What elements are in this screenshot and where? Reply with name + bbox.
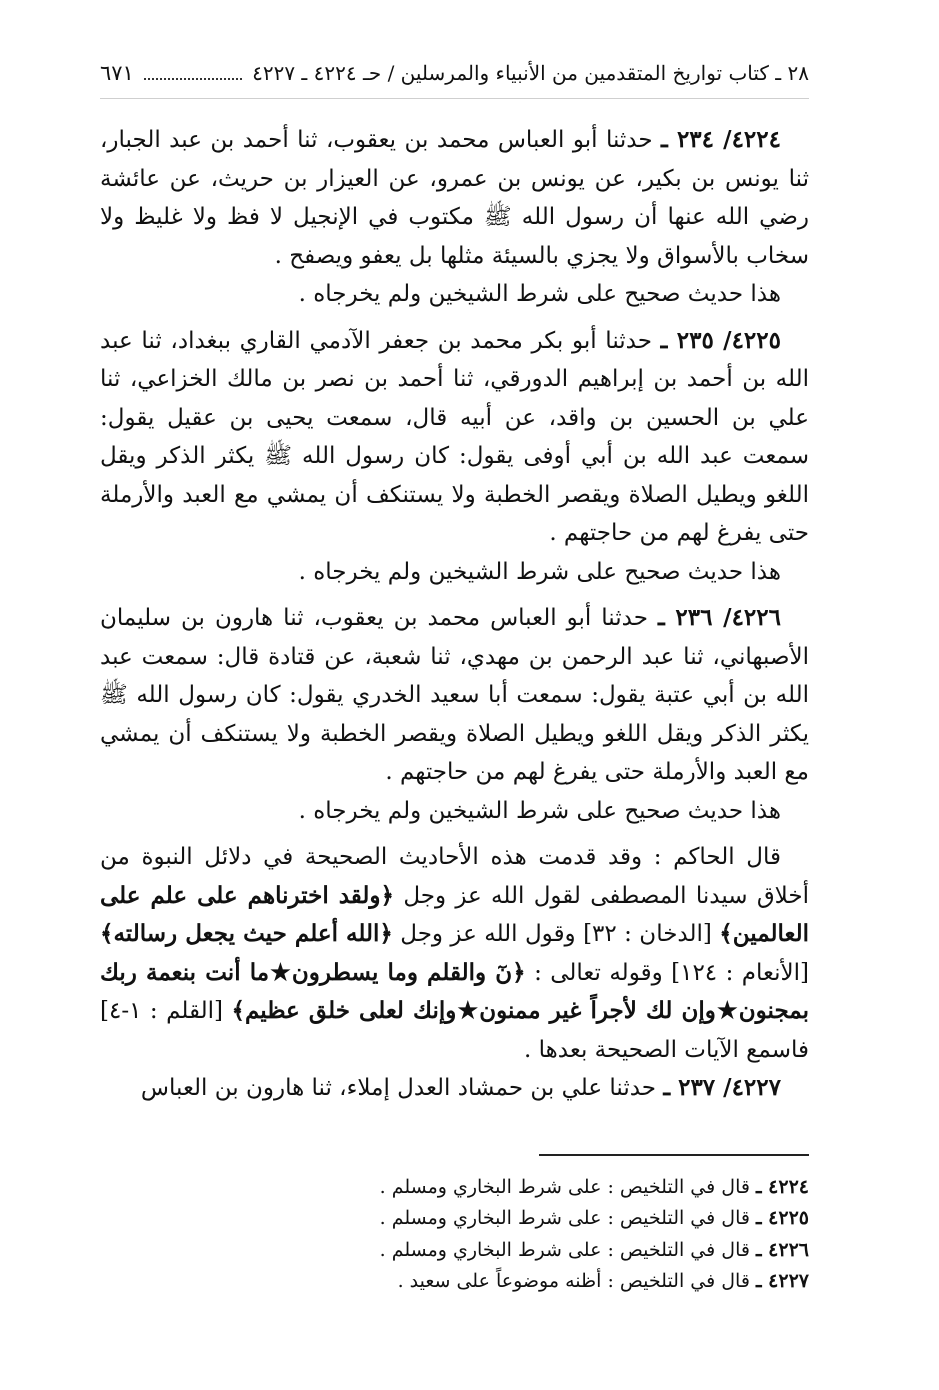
- hadith-4226: [100, 599, 809, 792]
- commentary-text: [القلم : ١-٤] فاسمع الآيات الصحيحة بعدها .: [100, 998, 809, 1063]
- page-number: ٦٧١: [100, 61, 134, 85]
- running-head: [100, 58, 809, 99]
- hadith-grading: هذا حديث صحيح على شرط الشيخين ولم يخرجاه .: [298, 558, 781, 585]
- running-head-leader-dots: [144, 77, 242, 80]
- footnote-text: قال في التلخيص : على شرط البخاري ومسلم .: [379, 1175, 750, 1198]
- hadith-text: حدثنا أبو العباس محمد بن يعقوب، ثنا هارون بن سليمان الأصبهاني، ثنا عبد الرحمن بن مهدي، ثنا شعبة، عن قتادة قال: سمعت عبد الله بن أبي عتبة يقول: سمعت أبا سعيد الخدري يقول: كان رسول الله ﷺ يكثر الذكر ويقل اللغو ويطيل الصلاة ويقصر الخطبة ولا يستنكف أن يمشي مع العبد والأرملة حتى يفرغ لهم من حاجتهم .: [100, 605, 809, 785]
- hadith-text: حدثنا أبو العباس محمد بن يعقوب، ثنا أحمد بن عبد الجبار، ثنا يونس بن بكير، عن يونس بن عمرو، عن العيزار بن حريث، عن عائشة رضي الله عنها أن رسول الله ﷺ مكتوب في الإنجيل لا فظ ولا غليظ ولا سخاب بالأسواق ولا يجزي بالسيئة مثلها بل يعفو ويصفح .: [100, 127, 809, 269]
- footnotes: [100, 1172, 809, 1298]
- footnote-text: قال في التلخيص : أظنه موضوعاً على سعيد .: [397, 1270, 750, 1292]
- hadith-grading: هذا حديث صحيح على شرط الشيخين ولم يخرجاه .: [298, 797, 781, 824]
- commentary-text: قال الحاكم : وقد قدمت هذه الأحاديث الصحيحة في دلائل النبوة من أخلاق سيدنا المصطفى لقول الله عز وجل: [100, 844, 809, 909]
- footnote-number: ٤٢٢٤ ـ: [755, 1175, 809, 1198]
- main-text: [100, 121, 809, 1108]
- hadith-number: ٤٢٢٧/ ٢٣٧ ـ: [663, 1074, 781, 1101]
- hadith-number: ٤٢٢٦/ ٢٣٦ ـ: [657, 604, 781, 631]
- hadith-text: حدثنا علي بن حمشاد العدل إملاء، ثنا هارون بن العباس: [140, 1075, 657, 1101]
- quran-quote: ﴿الله أعلم حيث يجعل رسالته﴾: [100, 920, 393, 947]
- hadith-text: حدثنا أبو بكر محمد بن جعفر الآدمي القاري ببغداد، ثنا عبد الله بن أحمد بن إبراهيم الدورقي، ثنا أحمد بن نصر بن مالك الخزاعي، ثنا علي بن الحسين بن واقد، عن أبيه قال، سمعت يحيى بن عقيل يقول: سمعت عبد الله بن أبي أوفى يقول: كان رسول الله ﷺ يكثر الذكر ويقل اللغو ويطيل الصلاة ويقصر الخطبة ولا يستنكف أن يمشي مع العبد والأرملة حتى يفرغ لهم من حاجتهم .: [100, 327, 809, 546]
- footnote-number: ٤٢٢٧ ـ: [755, 1270, 809, 1292]
- hadith-4224: [100, 121, 809, 275]
- hakim-commentary: [100, 838, 809, 1069]
- footnote-separator: [539, 1154, 809, 1156]
- hadith-number: ٤٢٢٤/ ٢٣٤ ـ: [661, 126, 781, 153]
- footnote-item: [100, 1235, 809, 1267]
- footnote-text: قال في التلخيص : على شرط البخاري ومسلم .: [379, 1207, 750, 1229]
- quran-quote: ﴿نٓ والقلم وما يسطرون★ما أنت بنعمة ربك بمجنون★وإن لك لأجراً غير ممنون★وإنك لعلى خلق عظيم﴾: [100, 958, 809, 1024]
- hadith-4227: [100, 1069, 809, 1108]
- footnote-item: [100, 1203, 809, 1235]
- footnote-text: قال في التلخيص : على شرط البخاري ومسلم .: [379, 1238, 750, 1261]
- running-head-title: ٢٨ ـ كتاب تواريخ المتقدمين من الأنبياء والمرسلين / حـ ٤٢٢٤ ـ ٤٢٢٧: [252, 61, 809, 85]
- footnote-number: ٤٢٢٥ ـ: [755, 1207, 809, 1229]
- commentary-text: [الدخان : ٣٢] وقول الله عز وجل: [400, 921, 712, 947]
- hadith-grading: هذا حديث صحيح على شرط الشيخين ولم يخرجاه .: [298, 281, 781, 307]
- quran-quote: ﴿ولقد اخترناهم على علم على العالمين﴾: [100, 881, 810, 947]
- hadith-4225: [100, 322, 809, 553]
- footnote-item: [100, 1172, 809, 1204]
- commentary-text: [الأنعام : ١٢٤] وقوله تعالى :: [534, 959, 809, 986]
- footnote-number: ٤٢٢٦ ـ: [755, 1238, 809, 1261]
- footnote-item: [100, 1266, 809, 1298]
- hadith-number: ٤٢٢٥/ ٢٣٥ ـ: [660, 326, 781, 354]
